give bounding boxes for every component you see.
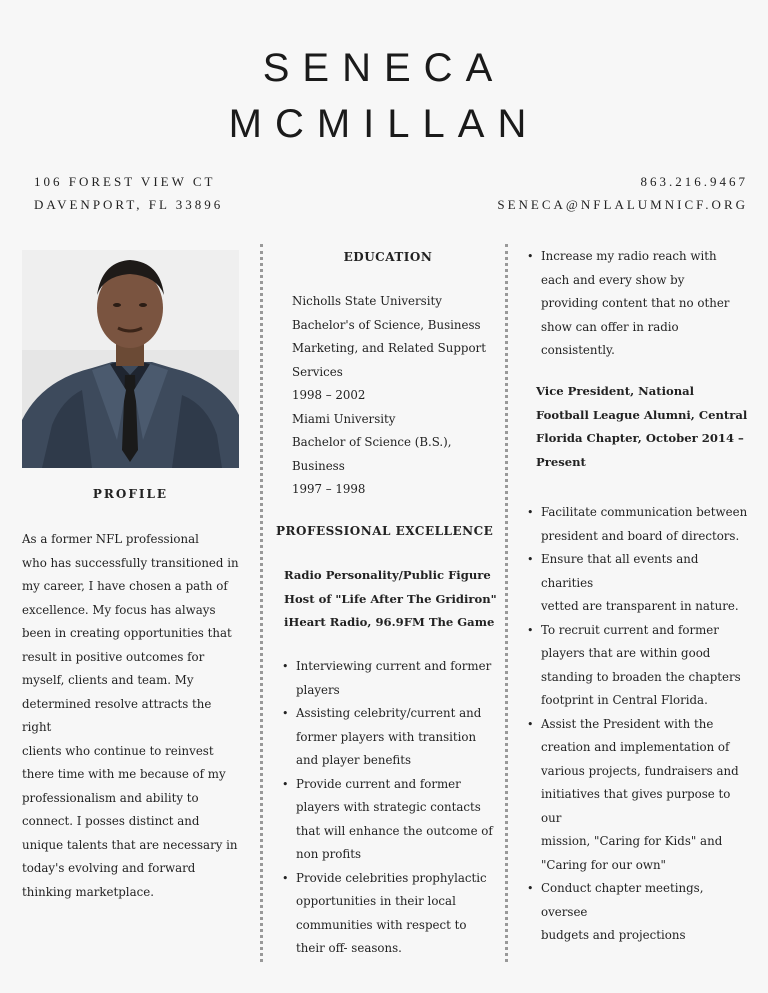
bullet-line: and player benefits xyxy=(296,753,412,767)
profile-line: who has successfully transitioned in xyxy=(22,555,239,570)
profile-line: As a former NFL professional xyxy=(22,532,199,546)
vp-line: Florida Chapter, October 2014 – xyxy=(536,431,744,445)
professional-excellence-heading: PROFESSIONAL EXCELLENCE xyxy=(276,524,494,538)
column-divider-left xyxy=(260,244,263,962)
education-line: Bachelor of Science (B.S.), xyxy=(292,435,452,449)
bullet-line: mission, "Caring for Kids" and xyxy=(541,834,723,848)
profile-line: unique talents that are necessary in xyxy=(22,837,238,852)
bullet-item xyxy=(282,867,506,961)
bullet-item xyxy=(527,619,753,713)
profile-line: been in creating opportunities that xyxy=(22,626,232,640)
vp-line: Vice President, National xyxy=(536,384,695,398)
profile-line: my career, I have chosen a path of xyxy=(22,579,228,593)
profile-line: excellence. My focus has always xyxy=(22,602,216,617)
bullet-line: • Assisting celebrity/current and xyxy=(296,706,482,720)
bullet-line: initiatives that gives purpose to our xyxy=(541,787,731,825)
role-line: iHeart Radio, 96.9FM The Game xyxy=(284,615,495,629)
education-line: Marketing, and Related Support xyxy=(292,341,486,355)
profile-heading: PROFILE xyxy=(92,487,169,501)
profile-line: professionalism and ability to xyxy=(22,790,199,805)
bullet-line: players xyxy=(296,682,340,697)
bullet-line: • Conduct chapter meetings, oversee xyxy=(541,881,704,919)
vp-line: Present xyxy=(536,454,586,469)
bullet-line: various projects, fundraisers and xyxy=(541,763,739,778)
bullet-line: • Assist the President with the xyxy=(541,716,714,731)
email-address: SENECA@NFLALUMNICF.ORG xyxy=(497,197,748,212)
bullet-line: communities with respect to xyxy=(296,917,467,932)
vice-president-duties-list xyxy=(527,501,753,948)
bullet-item xyxy=(527,501,753,548)
role-line: Radio Personality/Public Figure xyxy=(284,568,491,582)
education-heading: EDUCATION xyxy=(343,250,433,264)
profile-photo xyxy=(22,250,239,468)
vp-line: Football League Alumni, Central xyxy=(536,407,748,422)
bullet-line: budgets and projections xyxy=(541,928,686,942)
bullet-line: players with strategic contacts xyxy=(296,800,481,814)
bullet-line: providing content that no other xyxy=(541,296,730,310)
bullet-item xyxy=(282,702,506,773)
first-name: SENECA xyxy=(262,46,506,90)
radio-duties-list xyxy=(282,655,506,961)
role-line: Host of "Life After The Gridiron" xyxy=(284,591,497,606)
bullet-item xyxy=(282,773,506,867)
education-line: Miami University xyxy=(292,411,396,426)
education-line: 1997 – 1998 xyxy=(292,482,366,496)
bullet-line: show can offer in radio xyxy=(541,319,679,334)
education-line: 1998 – 2002 xyxy=(292,388,366,402)
bullet-line: • Facilitate communication between xyxy=(541,505,748,519)
bullet-item xyxy=(527,877,753,948)
profile-line: clients who continue to reinvest xyxy=(22,743,214,758)
profile-line: determined resolve attracts the right xyxy=(22,696,212,734)
bullet-line: • Increase my radio reach with xyxy=(541,249,717,263)
bullet-line: • To recruit current and former xyxy=(541,622,719,637)
bullet-item xyxy=(527,713,753,878)
bullet-line: president and board of directors. xyxy=(541,528,740,543)
bullet-line: creation and implementation of xyxy=(541,740,730,754)
profile-line: connect. I posses distinct and xyxy=(22,814,200,828)
bullet-item xyxy=(527,548,753,619)
bullet-line: non profits xyxy=(296,847,362,861)
radio-role-title xyxy=(284,564,504,635)
bullet-line: opportunities in their local xyxy=(296,894,456,908)
bullet-line: former players with transition xyxy=(296,729,477,744)
profile-line: result in positive outcomes for xyxy=(22,649,205,664)
bullet-line: • Provide current and former xyxy=(296,776,461,791)
bullet-line: that will enhance the outcome of xyxy=(296,823,493,838)
bullet-line: "Caring for our own" xyxy=(541,857,666,872)
address-block xyxy=(34,170,223,216)
profile-line: myself, clients and team. My xyxy=(22,673,194,687)
vice-president-role-title xyxy=(536,380,756,474)
education-line: Bachelor's of Science, Business xyxy=(292,317,481,332)
education-line: Nicholls State University xyxy=(292,294,442,308)
bullet-line: • Interviewing current and former xyxy=(296,659,492,673)
bullet-line: standing to broaden the chapters xyxy=(541,669,741,684)
bullet-line: each and every show by xyxy=(541,272,685,287)
bullet-line: vetted are transparent in nature. xyxy=(541,599,739,613)
portrait-image xyxy=(22,250,239,468)
education-details xyxy=(292,290,504,502)
profile-line: today's evolving and forward xyxy=(22,861,196,875)
bullet-line: their off- seasons. xyxy=(296,941,402,955)
bullet-line: consistently. xyxy=(541,343,615,357)
bullet-item xyxy=(282,655,506,702)
last-name: MCMILLAN xyxy=(228,102,540,146)
bullet-item xyxy=(527,245,753,363)
education-line: Services xyxy=(292,364,343,379)
bullet-line: players that are within good xyxy=(541,646,711,660)
profile-summary xyxy=(22,528,242,904)
address-line-1: 106 FOREST VIEW CT xyxy=(34,174,216,189)
profile-line: thinking marketplace. xyxy=(22,884,154,899)
contact-block xyxy=(497,170,748,216)
bullet-line: • Ensure that all events and charities xyxy=(541,552,699,590)
education-line: Business xyxy=(292,458,345,473)
phone-number: 863.216.9467 xyxy=(640,174,748,189)
bullet-line: footprint in Central Florida. xyxy=(541,693,708,707)
radio-duties-continued-list xyxy=(527,245,753,363)
bullet-line: • Provide celebrities prophylactic xyxy=(296,870,487,885)
profile-line: there time with me because of my xyxy=(22,767,226,781)
address-line-2: DAVENPORT, FL 33896 xyxy=(34,197,224,212)
